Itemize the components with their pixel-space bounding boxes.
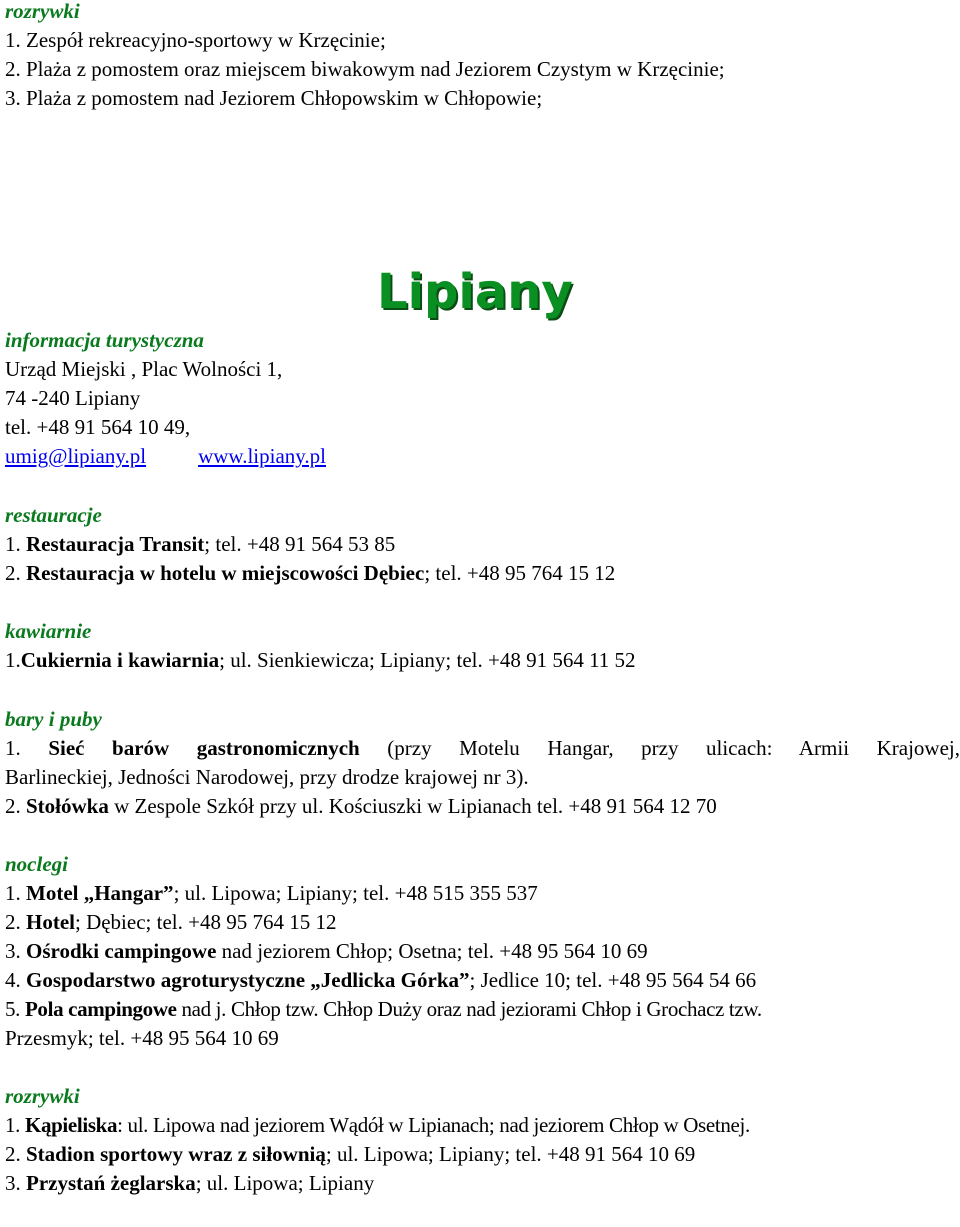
item-number: 1. — [5, 648, 21, 672]
item-details: ; ul. Lipowa; Lipiany; tel. +48 91 564 10 69 — [325, 1142, 696, 1166]
item-number: 5. — [5, 997, 25, 1021]
website-link[interactable]: www.lipiany.pl — [198, 444, 326, 468]
list-item — [5, 530, 395, 559]
item-name: Kąpieliska — [24, 1113, 118, 1137]
item-details: ; tel. +48 95 764 15 12 — [424, 561, 616, 585]
item-name: Stadion sportowy wraz z siłownią — [26, 1142, 326, 1166]
list-item — [5, 792, 717, 821]
item-number: 1. — [5, 532, 26, 556]
item-name: Stołówka — [26, 794, 109, 818]
list-item — [5, 966, 756, 995]
list-item — [5, 646, 636, 675]
section-heading-noclegi: noclegi — [5, 852, 68, 876]
item-name: Cukiernia i kawiarnia — [20, 648, 220, 672]
item-details: nad j. Chłop tzw. Chłop Duży oraz nad jeziorami Chłop i Grochacz tzw. — [176, 997, 762, 1021]
item-details: ; Jedlice 10; tel. +48 95 564 54 66 — [469, 968, 757, 992]
list-item — [5, 937, 648, 966]
list-item-continuation: Barlineckiej, Jedności Narodowej, przy drodze krajowej nr 3). — [5, 765, 529, 789]
info-postal: 74 -240 Lipiany — [5, 386, 141, 410]
list-item-continuation: Przesmyk; tel. +48 95 564 10 69 — [5, 1026, 279, 1050]
item-number: 2. — [5, 1142, 26, 1166]
item-number: 3. — [5, 939, 26, 963]
list-item: 1. Zespół rekreacyjno-sportowy w Krzęcinie; — [5, 28, 386, 52]
item-number: 2. — [5, 561, 26, 585]
section-heading-rozrywki: rozrywki — [5, 0, 80, 23]
list-item — [5, 1169, 374, 1198]
list-item — [5, 734, 960, 763]
section-heading-restauracje: restauracje — [5, 503, 102, 527]
item-name: Restauracja w hotelu w miejscowości Dębiec — [26, 561, 425, 585]
item-number: 2. — [5, 910, 26, 934]
email-link[interactable]: umig@lipiany.pl — [5, 444, 147, 468]
item-name: Sieć barów gastronomicznych — [48, 736, 360, 760]
list-item — [5, 908, 336, 937]
item-number: 4. — [5, 968, 26, 992]
section-heading-informacja: informacja turystyczna — [5, 328, 204, 352]
section-heading-rozrywki-2: rozrywki — [5, 1084, 80, 1108]
item-number: 3. — [5, 1171, 26, 1195]
item-name: Gospodarstwo agroturystyczne „Jedlicka Górka” — [26, 968, 470, 992]
item-details: (przy Motelu Hangar, przy ulicach: Armii Krajowej, — [359, 736, 960, 760]
item-details: : ul. Lipowa nad jeziorem Wądół w Lipianach; nad jeziorem Chłop w Osetnej. — [117, 1113, 750, 1137]
item-name: Przystań żeglarska — [26, 1171, 196, 1195]
item-name: Pola campingowe — [24, 997, 177, 1021]
item-name: Hotel — [26, 910, 75, 934]
item-details: w Zespole Szkół przy ul. Kościuszki w Lipianach tel. +48 91 564 12 70 — [108, 794, 717, 818]
info-links — [5, 442, 326, 471]
list-item: 3. Plaża z pomostem nad Jeziorem Chłopowskim w Chłopowie; — [5, 86, 543, 110]
list-item — [5, 995, 762, 1024]
list-item — [5, 879, 538, 908]
section-heading-kawiarnie: kawiarnie — [5, 619, 92, 643]
item-details: ; Dębiec; tel. +48 95 764 15 12 — [74, 910, 337, 934]
item-details: nad jeziorem Chłop; Osetna; tel. +48 95 564 10 69 — [216, 939, 648, 963]
item-name: Motel „Hangar” — [26, 881, 174, 905]
section-heading-bary: bary i puby — [5, 707, 102, 731]
item-name: Restauracja Transit — [26, 532, 205, 556]
list-item — [5, 559, 615, 588]
list-item: 2. Plaża z pomostem oraz miejscem biwakowym nad Jeziorem Czystym w Krzęcinie; — [5, 57, 725, 81]
list-item — [5, 1111, 750, 1140]
page-title: Lipiany — [377, 264, 573, 320]
item-number: 1. — [5, 736, 49, 760]
item-number: 1. — [5, 881, 26, 905]
item-details: ; ul. Lipowa; Lipiany — [195, 1171, 375, 1195]
info-phone: tel. +48 91 564 10 49, — [5, 415, 191, 439]
item-number: 1. — [5, 1113, 25, 1137]
info-address: Urząd Miejski , Plac Wolności 1, — [5, 357, 283, 381]
item-details: ; ul. Sienkiewicza; Lipiany; tel. +48 91 564 11 52 — [219, 648, 636, 672]
item-number: 2. — [5, 794, 26, 818]
list-item — [5, 1140, 695, 1169]
item-name: Ośrodki campingowe — [26, 939, 217, 963]
item-details: ; tel. +48 91 564 53 85 — [204, 532, 396, 556]
item-details: ; ul. Lipowa; Lipiany; tel. +48 515 355 537 — [173, 881, 538, 905]
